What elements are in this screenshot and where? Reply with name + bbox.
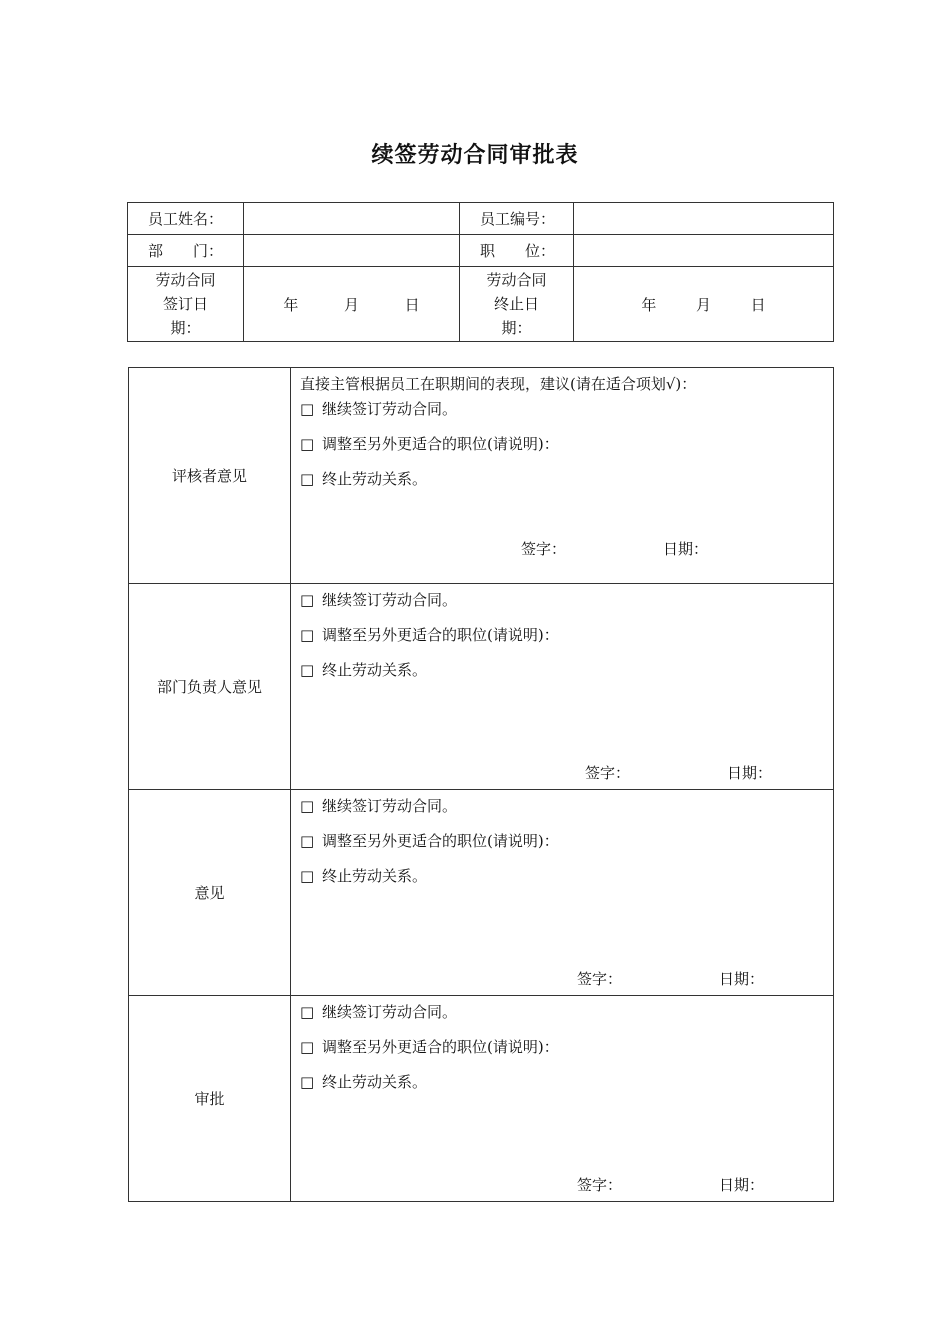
end-label-line-2: 终止日	[493, 295, 539, 313]
approval-option-adjust[interactable]	[300, 1036, 559, 1057]
dept-head-signature-label: 签字：	[585, 764, 631, 782]
reviewer-label: 评核者意见	[129, 368, 291, 584]
end-year-unit: 年	[641, 295, 657, 314]
review-table	[128, 367, 834, 1202]
end-month-unit: 月	[695, 295, 711, 314]
option-renew-label: 继续签订劳动合同。	[322, 591, 458, 609]
checkbox-icon[interactable]: □	[300, 832, 315, 850]
option-renew-label: 继续签订劳动合同。	[322, 1003, 458, 1021]
checkbox-icon[interactable]: □	[300, 470, 315, 488]
position-field[interactable]	[574, 235, 834, 267]
employee-name-field[interactable]	[244, 203, 460, 235]
dept-head-option-adjust[interactable]	[300, 624, 559, 645]
contract-end-date-field[interactable]	[574, 267, 834, 342]
contract-end-date-label	[460, 267, 574, 342]
checkbox-icon[interactable]: □	[300, 867, 315, 885]
sign-label-line-1: 劳动合同	[155, 271, 216, 289]
employee-id-field[interactable]	[574, 203, 834, 235]
info-row-dept	[128, 235, 834, 267]
employee-id-label: 员工编号：	[460, 203, 574, 235]
employee-name-label: 员工姓名：	[128, 203, 244, 235]
opinion-label: 意见	[129, 790, 291, 996]
opinion-content	[291, 790, 834, 996]
info-row-dates	[128, 267, 834, 342]
approval-option-renew[interactable]	[300, 1001, 457, 1022]
checkbox-icon[interactable]: □	[300, 1073, 315, 1091]
reviewer-signature-label: 签字：	[521, 540, 567, 558]
end-day-unit: 日	[750, 295, 766, 314]
reviewer-option-renew[interactable]	[300, 398, 457, 419]
position-label: 职 位：	[460, 235, 574, 267]
option-adjust-label: 调整至另外更适合的职位(请说明)：	[322, 832, 559, 850]
checkbox-icon[interactable]: □	[300, 591, 315, 609]
info-row-name	[128, 203, 834, 235]
department-field[interactable]	[244, 235, 460, 267]
sign-day-unit: 日	[404, 295, 420, 314]
dept-head-section	[129, 584, 834, 790]
approval-signature-label: 签字：	[577, 1176, 623, 1194]
option-terminate-label: 终止劳动关系。	[322, 1073, 428, 1091]
dept-head-content	[291, 584, 834, 790]
option-terminate-label: 终止劳动关系。	[322, 661, 428, 679]
department-label: 部 门：	[128, 235, 244, 267]
sign-month-unit: 月	[343, 295, 359, 314]
reviewer-option-terminate[interactable]	[300, 468, 427, 489]
opinion-option-terminate[interactable]	[300, 865, 427, 886]
reviewer-content	[291, 368, 834, 584]
opinion-signature-label: 签字：	[577, 970, 623, 988]
option-adjust-label: 调整至另外更适合的职位(请说明)：	[322, 626, 559, 644]
opinion-option-adjust[interactable]	[300, 830, 559, 851]
option-terminate-label: 终止劳动关系。	[322, 470, 428, 488]
sign-label-line-2: 签订日	[162, 295, 208, 313]
approval-section	[129, 996, 834, 1202]
dept-head-option-terminate[interactable]	[300, 659, 427, 680]
reviewer-option-adjust[interactable]	[300, 433, 559, 454]
approval-label: 审批	[129, 996, 291, 1202]
checkbox-icon[interactable]: □	[300, 661, 315, 679]
employee-info-table	[127, 202, 834, 342]
end-label-line-1: 劳动合同	[486, 271, 547, 289]
reviewer-section	[129, 368, 834, 584]
opinion-date-label: 日期：	[719, 970, 765, 988]
dept-head-option-renew[interactable]	[300, 589, 457, 610]
contract-sign-date-field[interactable]	[244, 267, 460, 342]
sign-label-line-3: 期：	[170, 319, 201, 337]
opinion-option-renew[interactable]	[300, 795, 457, 816]
approval-date-label: 日期：	[719, 1176, 765, 1194]
contract-sign-date-label	[128, 267, 244, 342]
approval-option-terminate[interactable]	[300, 1071, 427, 1092]
page-title: 续签劳动合同审批表	[371, 142, 579, 168]
checkbox-icon[interactable]: □	[300, 1003, 315, 1021]
option-adjust-label: 调整至另外更适合的职位(请说明)：	[322, 1038, 559, 1056]
checkbox-icon[interactable]: □	[300, 435, 315, 453]
dept-head-label: 部门负责人意见	[129, 584, 291, 790]
checkbox-icon[interactable]: □	[300, 626, 315, 644]
checkbox-icon[interactable]: □	[300, 1038, 315, 1056]
approval-content	[291, 996, 834, 1202]
option-terminate-label: 终止劳动关系。	[322, 867, 428, 885]
option-adjust-label: 调整至另外更适合的职位(请说明)：	[322, 435, 559, 453]
dept-head-date-label: 日期：	[727, 764, 773, 782]
checkbox-icon[interactable]: □	[300, 797, 315, 815]
option-renew-label: 继续签订劳动合同。	[322, 400, 458, 418]
reviewer-date-label: 日期：	[663, 540, 709, 558]
reviewer-intro: 直接主管根据员工在职期间的表现，建议(请在适合项划√)：	[300, 375, 697, 393]
sign-year-unit: 年	[283, 295, 299, 314]
end-label-line-3: 期：	[501, 319, 532, 337]
opinion-section	[129, 790, 834, 996]
option-renew-label: 继续签订劳动合同。	[322, 797, 458, 815]
checkbox-icon[interactable]: □	[300, 400, 315, 418]
